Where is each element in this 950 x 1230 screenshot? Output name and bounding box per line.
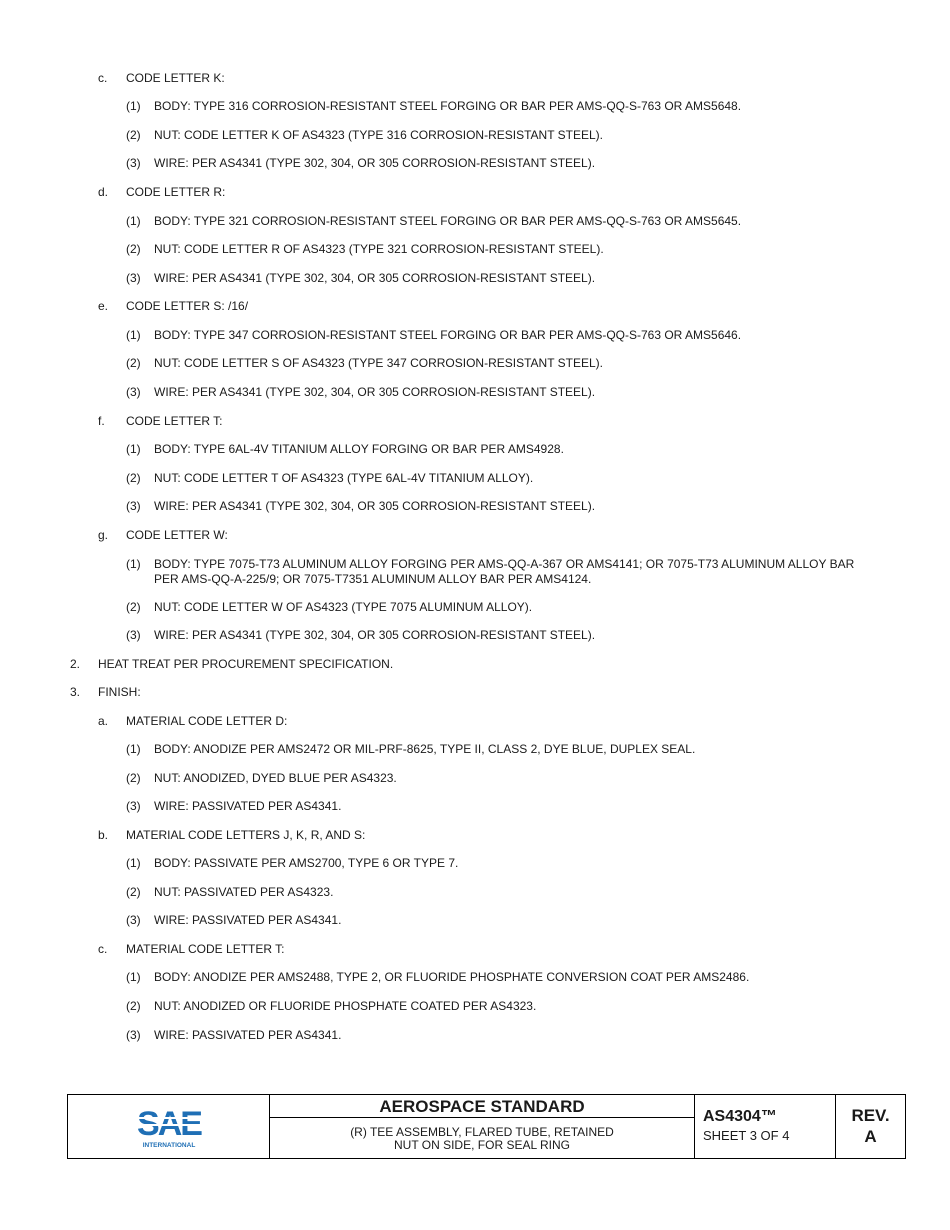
item-text: BODY: TYPE 6AL-4V TITANIUM ALLOY FORGING OR BAR PER AMS4928. bbox=[154, 442, 564, 456]
item-marker: g. bbox=[98, 528, 109, 542]
item-marker: (3) bbox=[126, 156, 141, 170]
item-marker: (2) bbox=[126, 128, 141, 142]
item-text: CODE LETTER T: bbox=[126, 414, 223, 428]
item-text: NUT: CODE LETTER K OF AS4323 (TYPE 316 CORROSION-RESISTANT STEEL). bbox=[154, 128, 603, 142]
item-text: CODE LETTER K: bbox=[126, 71, 225, 85]
item-marker: (1) bbox=[126, 970, 141, 984]
standard-heading: AEROSPACE STANDARD bbox=[270, 1095, 694, 1118]
item-text: MATERIAL CODE LETTER T: bbox=[126, 942, 285, 956]
item-marker: (2) bbox=[126, 356, 141, 370]
item-text: MATERIAL CODE LETTER D: bbox=[126, 714, 288, 728]
sae-logo bbox=[136, 1105, 202, 1149]
description-line: (R) TEE ASSEMBLY, FLARED TUBE, RETAINED bbox=[350, 1125, 614, 1139]
item-marker: 2. bbox=[70, 657, 81, 671]
revision-label: REV. bbox=[851, 1106, 890, 1125]
item-marker: (1) bbox=[126, 557, 141, 571]
item-text: BODY: PASSIVATE PER AMS2700, TYPE 6 OR TYPE 7. bbox=[154, 856, 459, 870]
item-marker: (3) bbox=[126, 271, 141, 285]
item-text: BODY: TYPE 7075-T73 ALUMINUM ALLOY FORGING PER AMS-QQ-A-367 OR AMS4141; OR 7075-T73 ALUMINUM ALLOY BAR PER AMS-QQ-A-225/9; OR 7075-T7351 ALUMINUM ALLOY BAR PER AMS4124. bbox=[154, 557, 855, 586]
standard-description bbox=[270, 1126, 694, 1152]
item-marker: c. bbox=[98, 942, 108, 956]
item-marker: (2) bbox=[126, 885, 141, 899]
title-cell bbox=[270, 1095, 695, 1158]
item-marker: (2) bbox=[126, 471, 141, 485]
item-marker: e. bbox=[98, 299, 109, 313]
item-text: FINISH: bbox=[98, 685, 141, 699]
item-text: WIRE: PASSIVATED PER AS4341. bbox=[154, 913, 342, 927]
doc-number: AS4304™ bbox=[703, 1108, 777, 1125]
logo-subtext: INTERNATIONAL bbox=[142, 1142, 196, 1149]
item-text: WIRE: PER AS4341 (TYPE 302, 304, OR 305 CORROSION-RESISTANT STEEL). bbox=[154, 385, 596, 399]
item-marker: (3) bbox=[126, 913, 141, 927]
item-text: BODY: ANODIZE PER AMS2472 OR MIL-PRF-8625, TYPE II, CLASS 2, DYE BLUE, DUPLEX SEAL. bbox=[154, 742, 696, 756]
item-text: NUT: CODE LETTER T OF AS4323 (TYPE 6AL-4V TITANIUM ALLOY). bbox=[154, 471, 534, 485]
item-text: NUT: PASSIVATED PER AS4323. bbox=[154, 885, 334, 899]
item-text: BODY: TYPE 321 CORROSION-RESISTANT STEEL FORGING OR BAR PER AMS-QQ-S-763 OR AMS5645. bbox=[154, 214, 742, 228]
item-marker: (3) bbox=[126, 799, 141, 813]
item-text: CODE LETTER R: bbox=[126, 185, 226, 199]
item-marker: (3) bbox=[126, 499, 141, 513]
item-marker: (2) bbox=[126, 242, 141, 256]
item-marker: (1) bbox=[126, 742, 141, 756]
item-text: NUT: CODE LETTER R OF AS4323 (TYPE 321 CORROSION-RESISTANT STEEL). bbox=[154, 242, 604, 256]
item-text: WIRE: PASSIVATED PER AS4341. bbox=[154, 799, 342, 813]
item-text: HEAT TREAT PER PROCUREMENT SPECIFICATION. bbox=[98, 657, 394, 671]
item-text: NUT: CODE LETTER W OF AS4323 (TYPE 7075 ALUMINUM ALLOY). bbox=[154, 600, 533, 614]
item-text: BODY: TYPE 316 CORROSION-RESISTANT STEEL FORGING OR BAR PER AMS-QQ-S-763 OR AMS5648. bbox=[154, 99, 742, 113]
logo-cell bbox=[68, 1095, 270, 1158]
item-marker: (3) bbox=[126, 1028, 141, 1042]
item-marker: (1) bbox=[126, 99, 141, 113]
item-text: CODE LETTER S: /16/ bbox=[126, 299, 249, 313]
item-marker: (1) bbox=[126, 442, 141, 456]
revision-value: A bbox=[864, 1127, 877, 1146]
revision-cell bbox=[836, 1095, 905, 1158]
item-text: WIRE: PER AS4341 (TYPE 302, 304, OR 305 CORROSION-RESISTANT STEEL). bbox=[154, 156, 596, 170]
item-marker: (2) bbox=[126, 999, 141, 1013]
item-text: WIRE: PER AS4341 (TYPE 302, 304, OR 305 CORROSION-RESISTANT STEEL). bbox=[154, 271, 596, 285]
item-text: BODY: TYPE 347 CORROSION-RESISTANT STEEL FORGING OR BAR PER AMS-QQ-S-763 OR AMS5646. bbox=[154, 328, 742, 342]
item-text: WIRE: PER AS4341 (TYPE 302, 304, OR 305 CORROSION-RESISTANT STEEL). bbox=[154, 499, 596, 513]
sheet-number: SHEET 3 OF 4 bbox=[703, 1128, 790, 1143]
item-text: NUT: ANODIZED OR FLUORIDE PHOSPHATE COATED PER AS4323. bbox=[154, 999, 537, 1013]
item-marker: (2) bbox=[126, 600, 141, 614]
item-marker: d. bbox=[98, 185, 109, 199]
item-marker: (1) bbox=[126, 328, 141, 342]
item-text: WIRE: PASSIVATED PER AS4341. bbox=[154, 1028, 342, 1042]
item-marker: (1) bbox=[126, 214, 141, 228]
item-text: MATERIAL CODE LETTERS J, K, R, AND S: bbox=[126, 828, 366, 842]
item-marker: (3) bbox=[126, 385, 141, 399]
item-marker: a. bbox=[98, 714, 109, 728]
logo-text: SAE bbox=[137, 1105, 201, 1143]
item-text: CODE LETTER W: bbox=[126, 528, 228, 542]
item-marker: (1) bbox=[126, 856, 141, 870]
item-text: NUT: CODE LETTER S OF AS4323 (TYPE 347 CORROSION-RESISTANT STEEL). bbox=[154, 356, 603, 370]
item-marker: c. bbox=[98, 71, 108, 85]
item-marker: (3) bbox=[126, 628, 141, 642]
item-text: NUT: ANODIZED, DYED BLUE PER AS4323. bbox=[154, 771, 397, 785]
item-marker: (2) bbox=[126, 771, 141, 785]
item-marker: b. bbox=[98, 828, 109, 842]
item-text: BODY: ANODIZE PER AMS2488, TYPE 2, OR FLUORIDE PHOSPHATE CONVERSION COAT PER AMS2486. bbox=[154, 970, 750, 984]
item-text: WIRE: PER AS4341 (TYPE 302, 304, OR 305 CORROSION-RESISTANT STEEL). bbox=[154, 628, 596, 642]
doc-number-cell bbox=[695, 1095, 836, 1158]
item-marker: f. bbox=[98, 414, 105, 428]
item-marker: 3. bbox=[70, 685, 81, 699]
description-line: NUT ON SIDE, FOR SEAL RING bbox=[393, 1138, 571, 1152]
title-block bbox=[67, 1094, 906, 1159]
